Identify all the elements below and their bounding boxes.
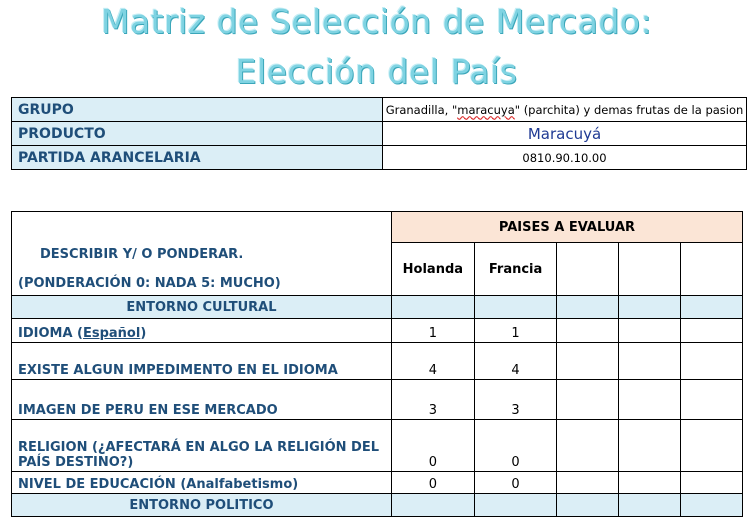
section-entorno-cultural: ENTORNO CULTURAL [12,296,392,319]
section-cell [681,296,743,319]
matrix-header [12,212,392,296]
score-empty[interactable] [619,380,681,420]
score-holanda[interactable]: 1 [391,319,474,343]
info-table [11,97,747,170]
section-cell [557,296,619,319]
score-francia[interactable]: 0 [474,472,557,494]
score-francia[interactable]: 4 [474,343,557,380]
row-label-imagen: IMAGEN DE PERU EN ESE MERCADO [12,380,392,420]
country-empty[interactable] [557,243,619,296]
row-label-part: ) [140,326,147,341]
score-francia[interactable]: 0 [474,420,557,472]
score-empty[interactable] [557,319,619,343]
score-empty[interactable] [681,472,743,494]
score-holanda[interactable]: 4 [391,343,474,380]
score-empty[interactable] [681,343,743,380]
score-empty[interactable] [557,380,619,420]
section-cell [619,494,681,517]
matrix-header-line1: DESCRIBIR Y/ O PONDERAR. [40,247,244,262]
score-empty[interactable] [557,420,619,472]
row-label-idioma [12,319,392,343]
country-francia[interactable]: Francia [474,243,557,296]
section-cell [681,494,743,517]
row-label-underlined: Español [82,326,141,341]
country-empty[interactable] [681,243,743,296]
score-holanda[interactable]: 0 [391,420,474,472]
evaluation-matrix [11,211,743,517]
grupo-value-part: Granadilla, " [385,102,458,117]
score-empty[interactable] [619,319,681,343]
country-holanda[interactable]: Holanda [391,243,474,296]
score-empty[interactable] [619,343,681,380]
score-holanda[interactable]: 3 [391,380,474,420]
grupo-label: GRUPO [12,98,383,122]
title-line-1: Matriz de Selección de Mercado: [100,2,653,41]
partida-value[interactable]: 0810.90.10.00 [383,146,747,170]
matrix-header-line2: (PONDERACIÓN 0: NADA 5: MUCHO) [18,276,281,291]
producto-value[interactable]: Maracuyá [383,122,747,146]
score-empty[interactable] [619,472,681,494]
score-holanda[interactable]: 0 [391,472,474,494]
score-empty[interactable] [557,343,619,380]
row-label-educacion: NIVEL DE EDUCACIÓN (Analfabetismo) [12,472,392,494]
score-francia[interactable]: 3 [474,380,557,420]
producto-label: PRODUCTO [12,122,383,146]
spellcheck-word: maracuya [457,102,515,117]
section-cell [391,494,474,517]
score-empty[interactable] [681,380,743,420]
score-francia[interactable]: 1 [474,319,557,343]
partida-label: PARTIDA ARANCELARIA [12,146,383,170]
score-empty[interactable] [619,420,681,472]
score-empty[interactable] [681,319,743,343]
section-cell [557,494,619,517]
section-entorno-politico: ENTORNO POLITICO [12,494,392,517]
grupo-value[interactable] [383,98,747,122]
score-empty[interactable] [557,472,619,494]
row-label-religion: RELIGION (¿AFECTARÁ EN ALGO LA RELIGIÓN DEL PAÍS DESTINO?) [12,420,392,472]
grupo-value-part: " (parchita) y demas frutas de la pasion [514,102,744,117]
country-empty[interactable] [619,243,681,296]
row-label-impedimento: EXISTE ALGUN IMPEDIMENTO EN EL IDIOMA [12,343,392,380]
paises-header: PAISES A EVALUAR [391,212,742,243]
section-cell [474,296,557,319]
title-line-2: Elección del País [235,52,518,91]
score-empty[interactable] [681,420,743,472]
row-label-part: IDIOMA ( [18,326,83,341]
section-cell [391,296,474,319]
section-cell [474,494,557,517]
section-cell [619,296,681,319]
